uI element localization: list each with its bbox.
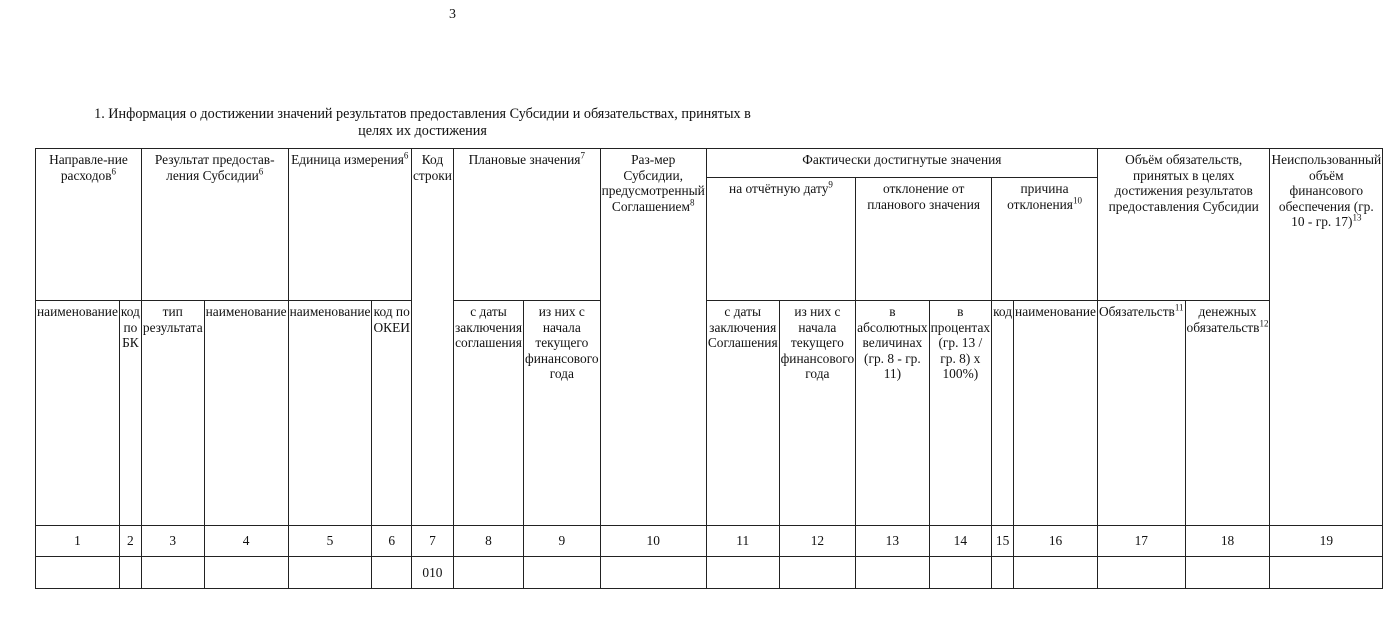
section-heading-line2: целях их достижения (358, 123, 487, 139)
col-header-17: Обязательств$^{11}$ (1097, 301, 1185, 526)
data-cell-17 (1097, 557, 1185, 589)
subheader-reporting-date: на отчётную дату$^9$ (706, 178, 855, 301)
col-number-1: 1 (36, 526, 120, 557)
data-cell-5 (288, 557, 372, 589)
data-cell-18 (1185, 557, 1270, 589)
header-direction: Направле-ние расходов$^6$ (36, 149, 142, 301)
header-unused: Неиспользованный объём финансового обеспечения (гр. 10 - гр. 17)$^{13}$ (1270, 149, 1383, 526)
section-heading (0, 106, 905, 140)
page-number: 3 (449, 7, 456, 22)
subheader-deviation: отклонение от планового значения (856, 178, 992, 301)
data-cell-16 (1014, 557, 1098, 589)
subheader-deviation-reason: причина отклонения$^{10}$ (992, 178, 1098, 301)
subsidy-results-table (35, 148, 1383, 589)
data-cell-10 (600, 557, 706, 589)
data-cell-15 (992, 557, 1014, 589)
col-header-12: из них с начала текущего финансового года (779, 301, 856, 526)
col-number-11: 11 (706, 526, 779, 557)
data-cell-6 (372, 557, 411, 589)
col-header-1: наименование (36, 301, 120, 526)
col-header-13: в абсолютных величинах (гр. 8 - гр. 11) (856, 301, 929, 526)
header-obligations: Объём обязательств, принятых в целях достижения результатов предоставления Субсидии (1097, 149, 1270, 301)
data-cell-19 (1270, 557, 1383, 589)
data-cell-13 (856, 557, 929, 589)
data-cell-8 (453, 557, 523, 589)
col-number-5: 5 (288, 526, 372, 557)
header-subsidy-size: Раз-мер Субсидии, предусмотренный Соглашением$^8$ (600, 149, 706, 526)
col-header-14: в процентах (гр. 13 / гр. 8) x 100%) (929, 301, 992, 526)
col-number-17: 17 (1097, 526, 1185, 557)
col-number-9: 9 (524, 526, 601, 557)
data-cell-row-code: 010 (411, 557, 453, 589)
data-cell-11 (706, 557, 779, 589)
col-number-16: 16 (1014, 526, 1098, 557)
col-number-3: 3 (141, 526, 204, 557)
data-cell-4 (204, 557, 288, 589)
header-result: Результат предостав-ления Субсидии$^6$ (141, 149, 288, 301)
col-number-18: 18 (1185, 526, 1270, 557)
header-row-code: Код строки (411, 149, 453, 526)
data-cell-3 (141, 557, 204, 589)
header-planned: Плановые значения$^7$ (453, 149, 600, 301)
col-number-2: 2 (119, 526, 141, 557)
col-number-8: 8 (453, 526, 523, 557)
col-header-15: код (992, 301, 1014, 526)
col-header-2: код по БК (119, 301, 141, 526)
header-actual: Фактически достигнутые значения (706, 149, 1097, 178)
col-number-4: 4 (204, 526, 288, 557)
data-cell-9 (524, 557, 601, 589)
col-number-7: 7 (411, 526, 453, 557)
col-number-10: 10 (600, 526, 706, 557)
section-heading-line1: 1. Информация о достижении значений результатов предоставления Субсидии и обязательствах, принятых в (94, 106, 751, 122)
data-cell-14 (929, 557, 992, 589)
data-cell-12 (779, 557, 856, 589)
data-cell-1 (36, 557, 120, 589)
col-header-6: код по ОКЕИ (372, 301, 411, 526)
col-header-5: наименование (288, 301, 372, 526)
col-header-9: из них с начала текущего финансового года (524, 301, 601, 526)
col-number-14: 14 (929, 526, 992, 557)
header-unit: Единица измерения$^6$ (288, 149, 411, 301)
col-header-11: с даты заключения Соглашения (706, 301, 779, 526)
col-header-16: наименование (1014, 301, 1098, 526)
col-header-4: наименование (204, 301, 288, 526)
col-number-15: 15 (992, 526, 1014, 557)
col-number-12: 12 (779, 526, 856, 557)
col-number-6: 6 (372, 526, 411, 557)
col-header-3: тип результата (141, 301, 204, 526)
col-number-13: 13 (856, 526, 929, 557)
col-header-8: с даты заключения соглашения (453, 301, 523, 526)
data-cell-2 (119, 557, 141, 589)
col-header-18: денежных обязательств$^{12}$ (1185, 301, 1270, 526)
col-number-19: 19 (1270, 526, 1383, 557)
